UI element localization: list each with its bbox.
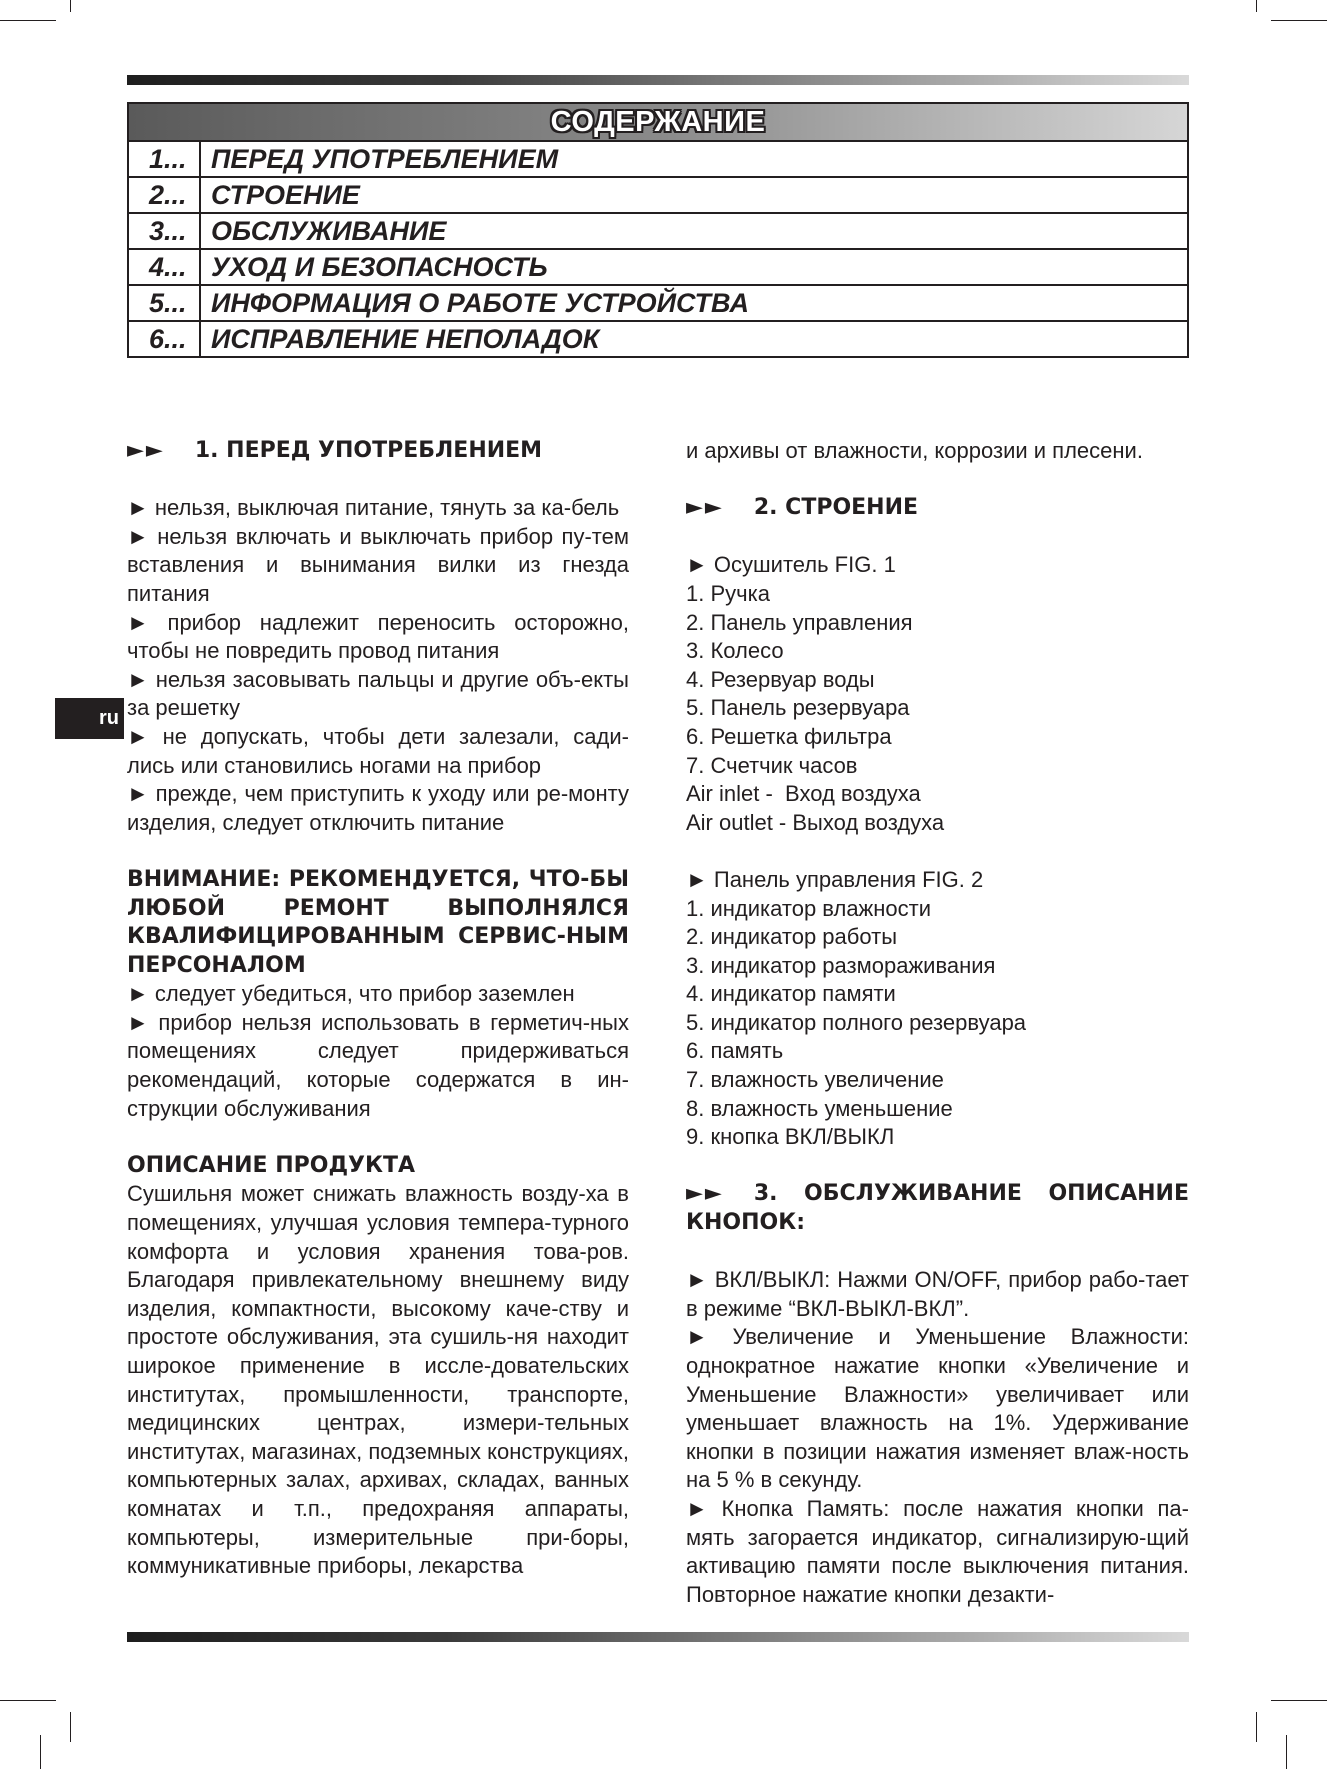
toc-row — [129, 322, 1187, 356]
double-arrow-icon: ►► — [686, 495, 724, 521]
list-item: 2. Панель управления — [686, 609, 913, 635]
crop-mark — [70, 1712, 71, 1742]
product-description: Сушильня может снижать влажность возду-ха в помещениях, улучшая условия темпера-турного комфорта и условия хранения това-ров. Благодаря привлекательному внешнему виду изделия, компактности, высокому каче-ству и простоте обслуживания, эта сушиль-ня находит широкое применение в иссле-довательских институтах, промышленности, транспорте, медицинских центрах, измери-тельных институтах, магазинах, подземных конструкциях, компьютерных залах, архивах, складах, ванных комнатах и т.п., предохраняя аппараты, компьютеры, измерительные при-боры, коммуникативные приборы, лекарства — [127, 1181, 629, 1579]
toc-number: 6... — [129, 322, 201, 356]
bullet-item: ► нельзя засовывать пальцы и другие объ-екты за решетку — [127, 666, 629, 721]
product-heading: ОПИСАНИЕ ПРОДУКТА — [127, 1152, 416, 1178]
fig-title: ► Панель управления FIG. 2 — [686, 866, 984, 892]
list-item: 7. Счетчик часов — [686, 752, 858, 778]
list-item: 9. кнопка ВКЛ/ВЫКЛ — [686, 1124, 895, 1150]
bullet-item: ► нельзя включать и выключать прибор пу-тем вставления и вынимания вилки из гнезда питания — [127, 523, 629, 606]
toc-row — [129, 142, 1187, 178]
toc-title: СТРОЕНИЕ — [211, 180, 360, 210]
continuation-text: и архивы от влажности, коррозии и плесени. — [686, 438, 1143, 463]
bullet-item: ► нельзя, выключая питание, тянуть за ка-бель — [127, 495, 620, 521]
toc-number: 1... — [129, 142, 201, 176]
crop-mark — [70, 0, 71, 12]
list-item: Air outlet - Выход воздуха — [686, 809, 945, 835]
toc-number: 4... — [129, 250, 201, 284]
list-item: 7. влажность увеличение — [686, 1067, 944, 1093]
section-heading — [686, 494, 1189, 523]
bullet-item: ► не допускать, чтобы дети залезали, сади-лись или становились ногами на прибор — [127, 723, 629, 778]
toc-title: УХОД И БЕЗОПАСНОСТЬ — [211, 252, 548, 282]
toc-header: СОДЕРЖАНИЕ — [129, 104, 1187, 142]
section-heading-text: 3. ОБСЛУЖИВАНИЕ ОПИСАНИЕ КНОПОК: — [686, 1181, 1189, 1236]
toc-title: ИНФОРМАЦИЯ О РАБОТЕ УСТРОЙСТВА — [211, 288, 749, 318]
list-item: 1. Ручка — [686, 580, 770, 606]
toc-row — [129, 286, 1187, 322]
double-arrow-icon: ►► — [127, 438, 165, 463]
toc-number: 2... — [129, 178, 201, 212]
table-of-contents — [127, 102, 1189, 358]
list-item: 5. Панель резервуара — [686, 695, 910, 721]
list-item: 4. индикатор памяти — [686, 981, 896, 1007]
warning-text: ВНИМАНИЕ: РЕКОМЕНДУЕТСЯ, ЧТО-БЫ ЛЮБОЙ РЕМОНТ ВЫПОЛНЯЛСЯ КВАЛИФИЦИРОВАННЫМ СЕРВИС-НЫМ ПЕРСОНАЛОМ — [127, 866, 629, 978]
list-item: Air inlet - Вход воздуха — [686, 781, 921, 807]
top-gradient-bar — [127, 75, 1189, 85]
crop-mark — [1256, 1712, 1257, 1742]
list-item: 6. память — [686, 1038, 784, 1064]
section-heading-text: 2. СТРОЕНИЕ — [753, 495, 919, 521]
list-item: 3. индикатор размораживания — [686, 952, 996, 978]
bullet-item: ► ВКЛ/ВЫКЛ: Нажми ON/OFF, прибор рабо-тает в режиме “ВКЛ-ВЫКЛ-ВКЛ”. — [686, 1267, 1189, 1321]
crop-mark — [1271, 1700, 1327, 1701]
section-heading — [127, 437, 629, 466]
toc-row — [129, 178, 1187, 214]
crop-mark — [40, 1735, 41, 1769]
bullet-item: ► Увеличение и Уменьшение Влажности: однократное нажатие кнопки «Увеличение и Уменьшение Влажности» увеличивает или уменьшает влажность на 1%. Удерживание кнопки в позиции нажатия изменяет влаж-ность на 5 % в секунду. — [686, 1324, 1189, 1493]
toc-row — [129, 250, 1187, 286]
right-column — [686, 437, 1189, 1609]
list-item: 3. Колесо — [686, 638, 784, 664]
crop-mark — [0, 1700, 56, 1701]
toc-number: 5... — [129, 286, 201, 320]
crop-mark — [1286, 1735, 1287, 1769]
left-column — [127, 437, 629, 1581]
crop-mark — [1256, 0, 1257, 12]
toc-row — [129, 214, 1187, 250]
list-item: 2. индикатор работы — [686, 924, 898, 950]
crop-mark — [1271, 20, 1327, 21]
crop-mark — [0, 20, 56, 21]
list-item: 5. индикатор полного резервуара — [686, 1009, 1027, 1035]
toc-title: ИСПРАВЛЕНИЕ НЕПОЛАДОК — [211, 324, 600, 354]
double-arrow-icon: ►► — [686, 1181, 724, 1207]
bottom-gradient-bar — [127, 1632, 1189, 1642]
list-item: 8. влажность уменьшение — [686, 1095, 953, 1121]
language-tab: ru — [55, 698, 124, 739]
bullet-item: ► прибор нельзя использовать в герметич-ных помещениях следует придерживаться рекомендаций, которые содержатся в ин-струкции обслуживания — [127, 1009, 629, 1121]
toc-number: 3... — [129, 214, 201, 248]
bullet-item: ► прибор надлежит переносить осторожно, чтобы не повредить провод питания — [127, 609, 629, 664]
bullet-item: ► следует убедиться, что прибор заземлен — [127, 981, 575, 1007]
bullet-item: ► Кнопка Память: после нажатия кнопки па-мять загорается индикатор, сигнализирую-щий активацию памяти после выключения питания. Повторное нажатие кнопки дезакти- — [686, 1495, 1189, 1607]
toc-title: ОБСЛУЖИВАНИЕ — [211, 216, 447, 246]
list-item: 4. Резервуар воды — [686, 666, 875, 692]
section-heading-text: 1. ПЕРЕД УПОТРЕБЛЕНИЕМ — [194, 438, 543, 463]
bullet-item: ► прежде, чем приступить к уходу или ре-монту изделия, следует отключить питание — [127, 781, 629, 835]
list-item: 6. Решетка фильтра — [686, 723, 892, 749]
section-heading — [686, 1180, 1189, 1237]
list-item: 1. индикатор влажности — [686, 895, 932, 921]
fig-title: ► Осушитель FIG. 1 — [686, 552, 896, 578]
toc-title: ПЕРЕД УПОТРЕБЛЕНИЕМ — [211, 144, 559, 174]
